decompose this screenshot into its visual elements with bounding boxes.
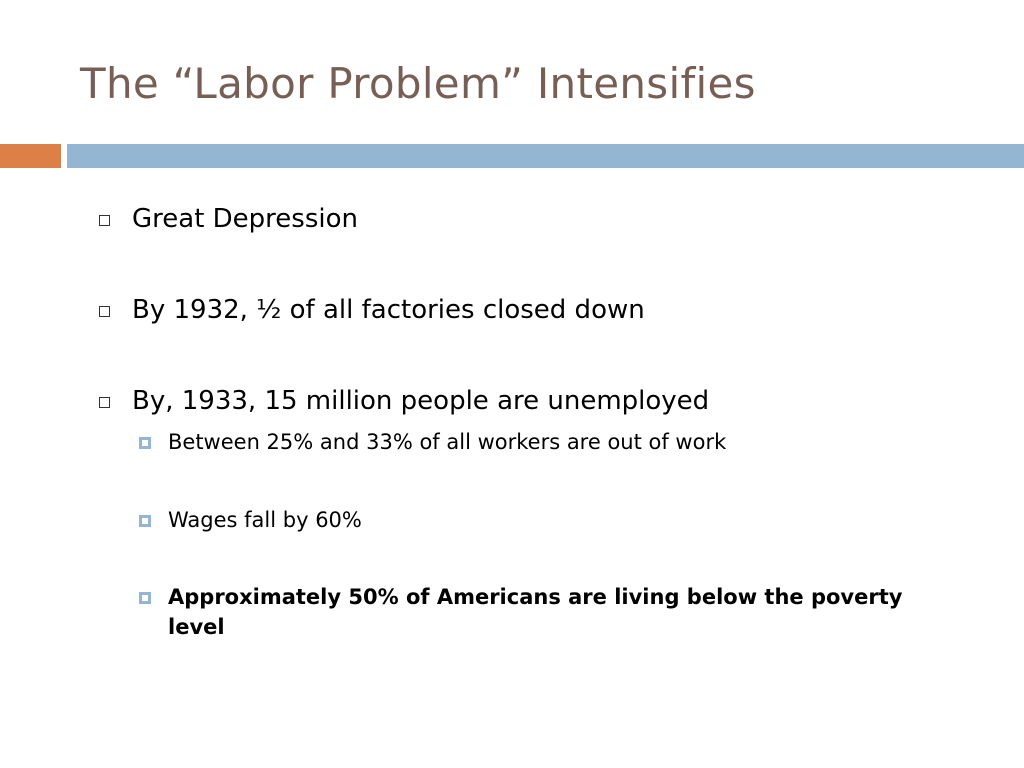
hollow-square-bullet-icon xyxy=(99,397,110,408)
title-divider-bar xyxy=(67,144,1024,168)
sub-bullet-text: Approximately 50% of Americans are living below the poverty level xyxy=(168,585,903,639)
blue-square-bullet-icon xyxy=(139,515,151,527)
hollow-square-bullet-icon xyxy=(99,306,110,317)
slide-title: The “Labor Problem” Intensifies xyxy=(80,59,756,108)
bullet-text: By 1932, ½ of all factories closed down xyxy=(132,295,645,325)
blue-square-bullet-icon xyxy=(139,437,151,449)
blue-square-bullet-icon xyxy=(139,592,151,604)
sub-bullet-text: Between 25% and 33% of all workers are out of work xyxy=(168,430,727,454)
bullet-text: Great Depression xyxy=(132,204,358,234)
title-accent-bar xyxy=(0,144,61,168)
bullet-text: By, 1933, 15 million people are unemployed xyxy=(132,386,710,416)
hollow-square-bullet-icon xyxy=(99,215,110,226)
sub-bullet-text: Wages fall by 60% xyxy=(168,508,362,532)
